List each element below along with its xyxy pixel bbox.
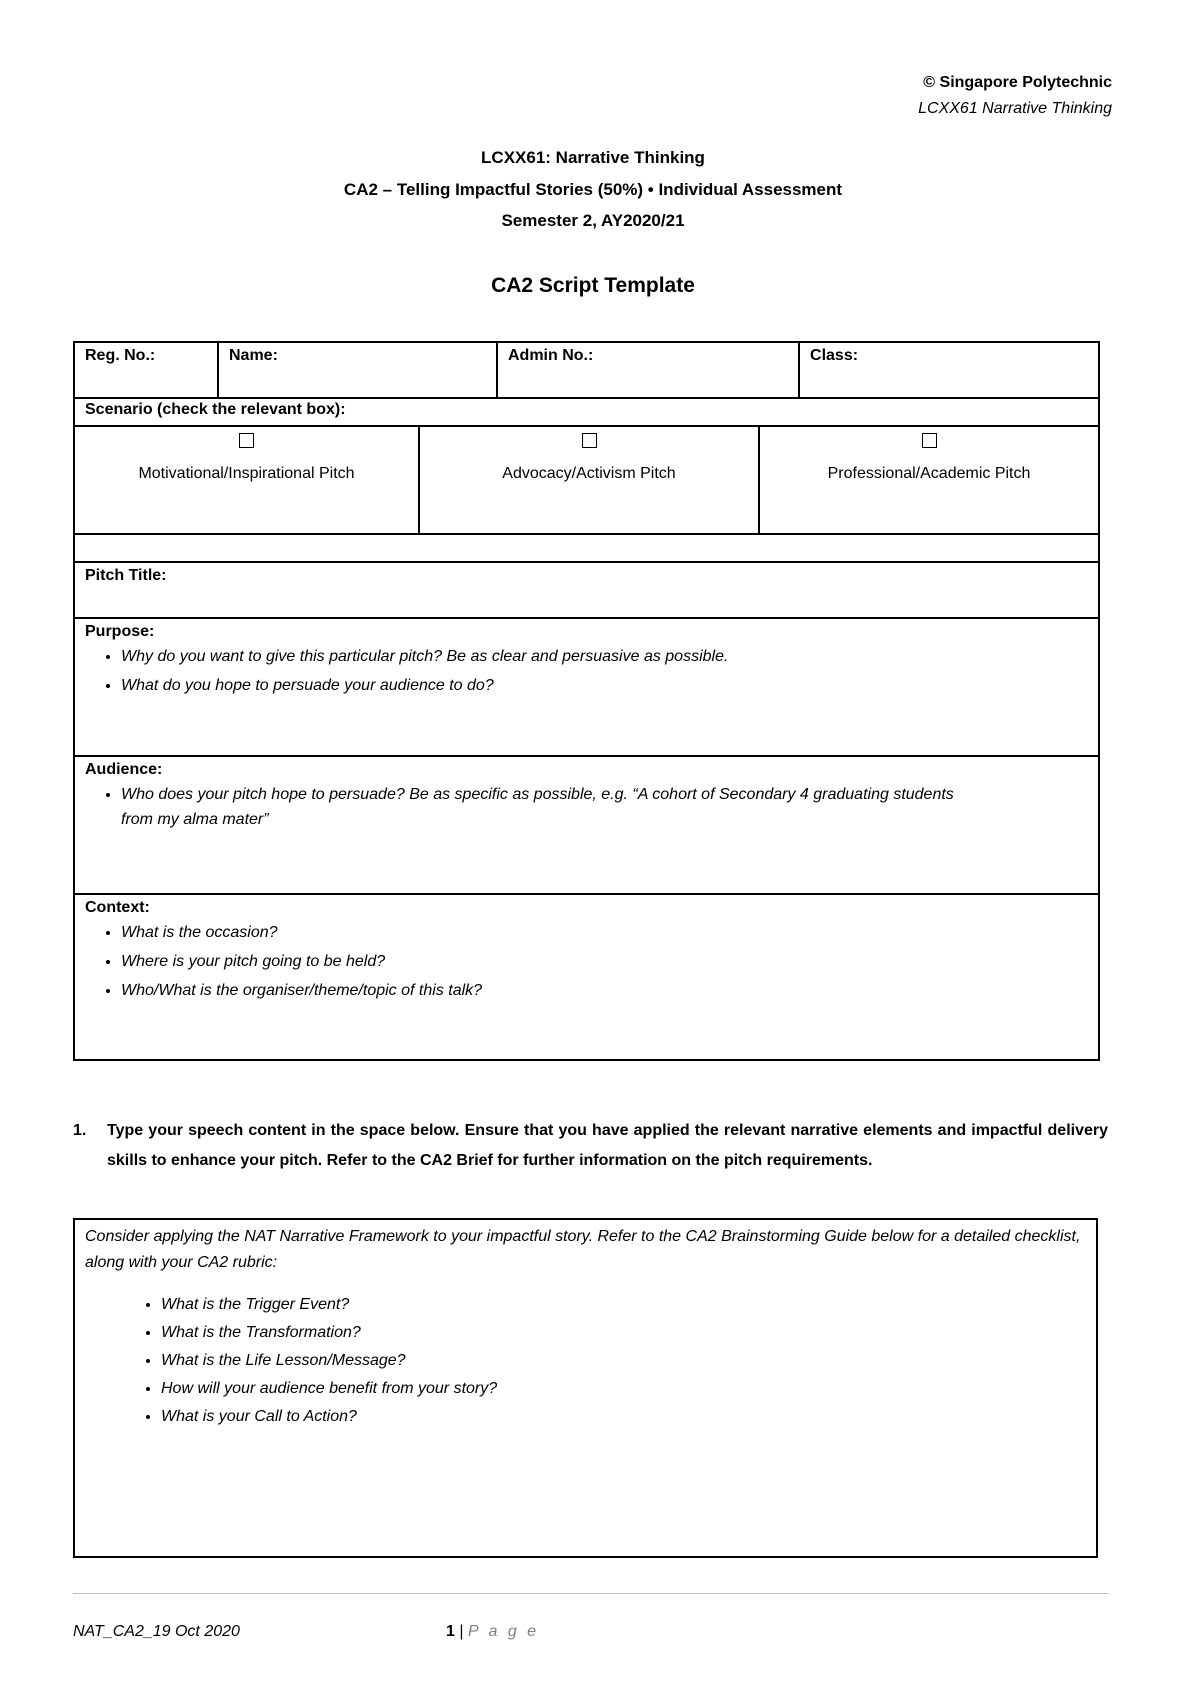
instruction-block [73,1116,1108,1177]
name-field[interactable] [218,342,497,398]
reg-no-label: Reg. No.: [85,347,156,364]
list-item: • Where is your pitch going to be held? [121,950,1088,975]
class-label: Class: [810,347,859,364]
instruction-number: 1. [73,1122,87,1139]
name-label: Name: [229,347,278,364]
list-item: • Why do you want to give this particular pitch? Be as clear and persuasive as possible. [121,645,1088,670]
purpose-questions [85,645,1088,699]
list-item: • What is your Call to Action? [161,1403,1086,1431]
list-item: • What is the occasion? [121,921,1088,946]
copyright-notice: © Singapore Polytechnic [923,74,1112,91]
context-section[interactable] [74,894,1099,1060]
checkbox-motivational[interactable] [239,433,254,448]
list-item: • Who does your pitch hope to persuade? Be as specific as possible, e.g. “A cohort of Secondary 4 graduating students from my alma mater” [121,783,1088,833]
context-questions [85,921,1088,1003]
page-label: P a g e [467,1623,540,1640]
option-label: Advocacy/Activism Pitch [502,465,676,482]
reg-no-field[interactable] [74,342,218,398]
pitch-title-label: Pitch Title: [85,567,167,584]
spacer-row [74,534,1099,562]
page-number: 1 [446,1623,455,1640]
course-header: LCXX61 Narrative Thinking [918,100,1112,117]
pitch-title-field[interactable] [74,562,1099,618]
footer-divider [73,1593,1108,1594]
purpose-section[interactable] [74,618,1099,756]
scenario-option-professional[interactable] [759,426,1099,534]
option-label: Professional/Academic Pitch [827,465,1031,482]
class-field[interactable] [799,342,1099,398]
list-item: • How will your audience benefit from your story? [161,1375,1086,1403]
brainstorm-checklist [85,1291,1086,1431]
purpose-label: Purpose: [85,623,155,640]
audience-questions [85,783,1088,833]
list-item: • What is the Trigger Event? [161,1291,1086,1319]
page-title: CA2 Script Template [491,274,695,297]
list-item: • What is the Life Lesson/Message? [161,1347,1086,1375]
content-box-intro: Consider applying the NAT Narrative Framework to your impactful story. Refer to the CA2 Brainstorming Guide below for a detailed checklist, along with your CA2 rubric: [85,1228,1081,1272]
admin-no-label: Admin No.: [508,347,594,364]
list-item: • Who/What is the organiser/theme/topic of this talk? [121,979,1088,1004]
scenario-option-advocacy[interactable] [419,426,759,534]
speech-content-box[interactable] [73,1218,1098,1558]
student-info-form [73,341,1100,1061]
option-label: Motivational/Inspirational Pitch [138,465,355,482]
admin-no-field[interactable] [497,342,799,398]
page-separator: | [459,1623,464,1640]
audience-section[interactable] [74,756,1099,894]
scenario-label: Scenario (check the relevant box): [74,398,1099,426]
list-item: • What is the Transformation? [161,1319,1086,1347]
checkbox-advocacy[interactable] [582,433,597,448]
course-title: LCXX61: Narrative Thinking [481,148,705,167]
scenario-option-motivational[interactable] [74,426,419,534]
instruction-text: Type your speech content in the space below. Ensure that you have applied the relevant narrative elements and impactful delivery skills to enhance your pitch. Refer to the CA2 Brief for further information on the pitch requirements. [107,1122,1108,1170]
checkbox-professional[interactable] [922,433,937,448]
footer-page-number [446,1623,539,1641]
footer-doc-id: NAT_CA2_19 Oct 2020 [73,1623,240,1640]
audience-label: Audience: [85,761,163,778]
list-item: • What do you hope to persuade your audience to do? [121,674,1088,699]
semester-line: Semester 2, AY2020/21 [501,211,685,230]
assessment-title: CA2 – Telling Impactful Stories (50%) • Individual Assessment [343,180,843,199]
context-label: Context: [85,899,150,916]
